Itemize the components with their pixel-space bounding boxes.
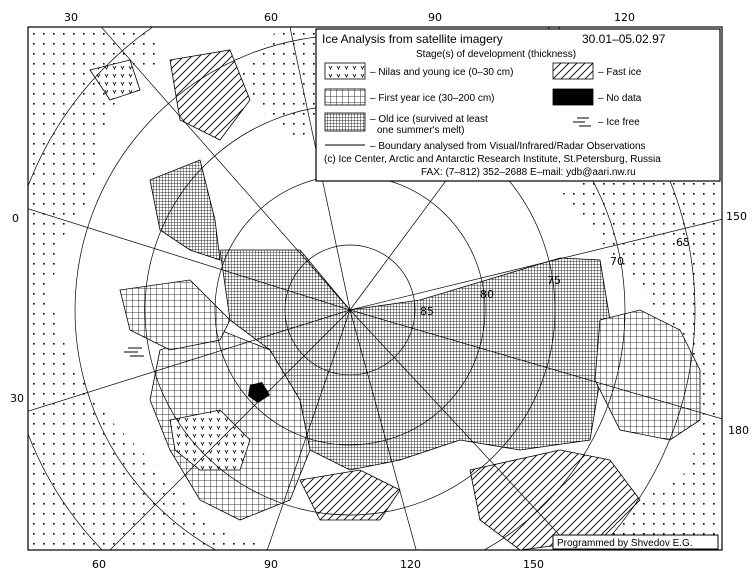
lon-label-top-30: 30 [64,11,78,24]
lat-label-80: 80 [480,288,494,301]
legend-swatch-first-year [325,89,365,105]
date-range: 30.01–05.02.97 [582,32,666,46]
lon-label-top-90: 90 [428,11,442,24]
legend-label-fast-ice: – Fast ice [598,67,642,78]
legend-swatch-old-ice [325,113,365,131]
legend-label-ice-free: – Ice free [598,117,640,128]
legend-label-no-data: – No data [598,93,642,104]
legend-swatch-fast-ice [553,63,593,79]
lon-label-left-30: 30 [10,392,24,405]
credits-institute: (c) Ice Center, Arctic and Antarctic Research Institute, St.Petersburg, Russia [324,154,661,165]
legend-subtitle: Stage(s) of development (thickness) [416,49,577,60]
lon-label-top-120: 120 [614,11,635,24]
lon-label-bottom-150: 150 [523,558,544,571]
legend-label-nilas: – Nilas and young ice (0–30 cm) [370,67,514,78]
lon-label-bottom-90: 90 [264,558,278,571]
legend-label-old-ice: – Old ice (survived at least [370,114,488,125]
legend-label-first-year: – First year ice (30–200 cm) [370,93,495,104]
lon-label-right-180: 180 [728,424,749,437]
author-box [553,535,718,549]
legend-swatch-no-data [553,89,593,105]
lon-label-bottom-120: 120 [400,558,421,571]
lat-label-65: 65 [676,236,690,249]
lon-label-bottom-60: 60 [92,558,106,571]
lat-label-70: 70 [610,255,624,268]
lon-label-top-60: 60 [264,11,278,24]
legend-swatch-nilas [325,63,365,79]
legend-label-old-ice-2: one summer's melt) [377,125,465,136]
lon-label-right-150: 150 [726,210,747,223]
lat-label-75: 75 [547,274,561,287]
map-title: Ice Analysis from satellite imagery [322,32,503,46]
credits-contact: FAX: (7–812) 352–2688 E–mail: ydb@aari.nw.ru [421,167,636,178]
lat-label-85: 85 [420,305,434,318]
legend-panel [316,29,720,181]
lon-label-left-0: 0 [12,212,19,225]
legend-label-boundary: – Boundary analysed from Visual/Infrared/Radar Observations [370,141,646,152]
programmed-by: Programmed by Shvedov E.G. [557,538,693,549]
